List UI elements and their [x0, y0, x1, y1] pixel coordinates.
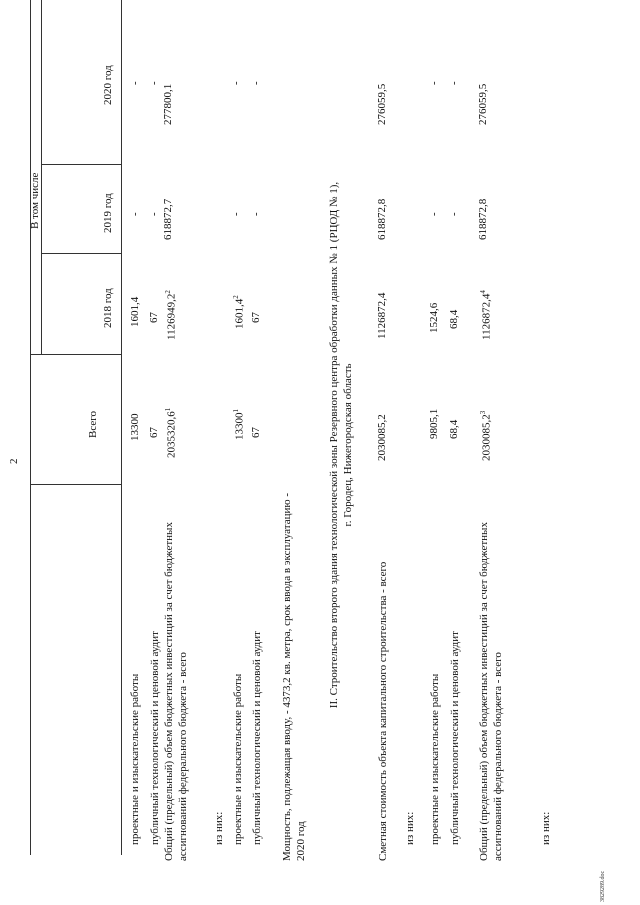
row-2020: - [448, 81, 460, 85]
row-label: из них: [213, 811, 225, 845]
row-2019: 618872,7 [162, 198, 174, 240]
row-2019: - [129, 212, 141, 216]
row-total: 13300 [129, 413, 141, 441]
row-label: из них: [404, 811, 416, 845]
file-code: 3829289.doc [600, 870, 606, 902]
row-total: 9805,1 [428, 408, 440, 439]
row-label: проектные и изыскательские работы [232, 673, 244, 845]
row-2018: 1126872,4$^4$ [479, 290, 493, 340]
page-number: 2 [8, 458, 20, 464]
row-2020: 277800,1 [162, 83, 174, 125]
row-total: 68,4 [448, 419, 460, 439]
row-label: публичный технологический и ценовой аудит [449, 631, 461, 845]
row-2018: 67 [148, 312, 160, 323]
row-label: проектные и изыскательские работы [429, 673, 441, 845]
row-label: из них: [540, 811, 552, 845]
row-2019: - [230, 212, 242, 216]
row-total: 13300$^1$ [232, 409, 246, 440]
row-2020: - [129, 81, 141, 85]
row-2018: 1126949,2$^2$ [164, 290, 178, 340]
row-2019: - [148, 212, 160, 216]
header-year-2019: 2019 год [102, 193, 114, 233]
row-2020: - [428, 81, 440, 85]
capacity-text: Мощность, подлежащая вводу, - 4373,2 кв. метра, срок ввода в эксплуатацию - 2020 год [281, 492, 307, 861]
row-label: публичный технологический и ценовой аудит [251, 631, 263, 845]
row-total: 2030085,2 [376, 414, 388, 461]
row-2020: - [148, 81, 160, 85]
header-year-2018: 2018 год [102, 288, 114, 328]
row-2018: 68,4 [448, 309, 460, 329]
section-2-title: II. Строительство второго здания технологической зоны Резервного центра обработки данных № 1 (РЦОД № 1), [328, 181, 340, 709]
row-2020: 276059,5 [376, 83, 388, 125]
header-divider-2019 [41, 253, 121, 254]
row-2018: 1601,4 [129, 296, 141, 327]
row-total: 2030085,2$^3$ [479, 410, 493, 461]
row-2019: - [448, 212, 460, 216]
row-total: 67 [250, 427, 262, 438]
row-total: 2035320,6$^1$ [164, 407, 178, 458]
row-label: Сметная стоимость объекта капитального строительства - всего [377, 561, 389, 861]
row-label: публичный технологический и ценовой аудит [149, 631, 161, 845]
header-divider-label [30, 484, 121, 485]
row-2019: - [428, 212, 440, 216]
row-label: Общий (предельный) объем бюджетных инвестиций за счет бюджетных ассигнований федерального бюджета - всего [478, 522, 504, 861]
row-2020: - [230, 81, 242, 85]
row-2020: 276059,5 [477, 83, 489, 125]
header-year-2020: 2020 год [102, 65, 114, 105]
header-divider-total [30, 354, 121, 355]
row-2018: 67 [250, 312, 262, 323]
row-2019: - [250, 212, 262, 216]
table-header-bottom-border [121, 0, 122, 855]
row-label: Общий (предельный) объем бюджетных инвестиций за счет бюджетных ассигнований федерального бюджета - всего [163, 522, 189, 861]
year-subheader-rule [41, 0, 42, 355]
header-total: Всего [87, 411, 99, 438]
header-divider-2020 [41, 164, 121, 165]
row-total: 67 [148, 427, 160, 438]
row-2018: 1126872,4 [376, 292, 388, 339]
row-label: проектные и изыскательские работы [129, 673, 141, 845]
row-2018: 1524,6 [428, 302, 440, 333]
row-2020: - [250, 81, 262, 85]
row-2019: 618872,8 [376, 198, 388, 240]
header-including: В том числе [29, 172, 41, 229]
row-2019: 618872,8 [477, 198, 489, 240]
row-2018: 1601,4$^2$ [232, 295, 246, 329]
table-top-border [30, 0, 31, 855]
section-2-title-location: г. Городец, Нижегородская область [342, 363, 354, 527]
